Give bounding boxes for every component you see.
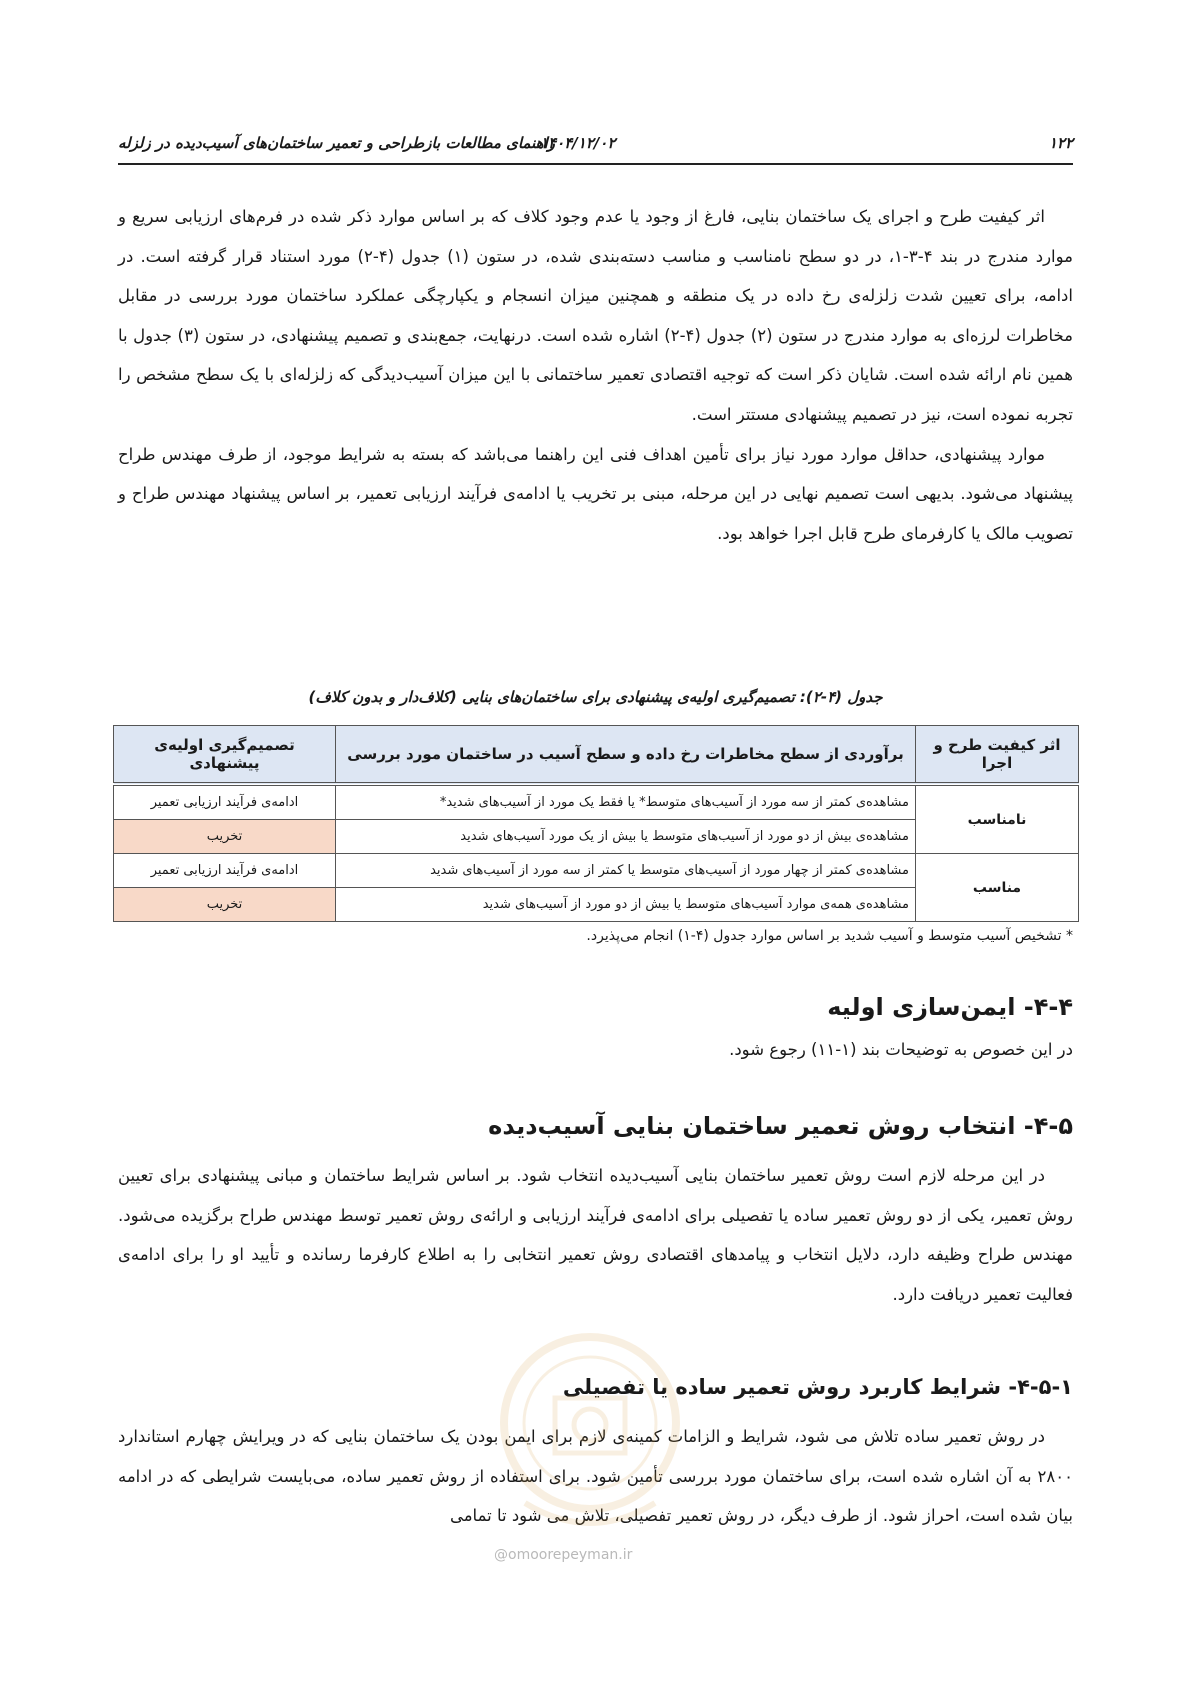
intro-paragraph-1: اثر کیفیت طرح و اجرای یک ساختمان بنایی، فارغ از وجود یا عدم وجود کلاف که بر اساس موارد ذکر شده در فرم‌های ارزیابی سریع و موارد مندرج در بند ۴-۳-۱، در دو سطح نامناسب و مناسب دسته‌بندی شده، در ستون (۱) جدول (۴-۲) مورد استناد قرار گرفته است. در ادامه، برای تعیین شدت زلزله‌ی رخ داده در یک منطقه و همچنین میزان انسجام و یکپارچگی عملکرد ساختمان مورد بررسی در مقابل مخاطرات لرزه‌ای به موارد مندرج در ستون (۲) جدول (۴-۲) اشاره شده است. درنهایت، جمع‌بندی و تصمیم پیشنهادی، در ستون (۳) جدول با همین نام ارائه شده است. شایان ذکر است که توجیه اقتصادی تعمیر ساختمانی با این میزان آسیب‌دیدگی که زلزله‌ای با یک سطح مشخص را تجربه نموده است، نیز در تصمیم پیشنهادی مستتر است.: [118, 207, 1074, 424]
header-date: ۱۴۰۴/۱۲/۰۲: [540, 134, 616, 152]
column-header-assessment: برآوردی از سطح مخاطرات رخ داده و سطح آسیب در ساختمان مورد بررسی: [336, 726, 916, 785]
column-header-quality: اثر کیفیت طرح و اجرا: [916, 726, 1079, 785]
section-4-5-1-paragraph: در روش تعمیر ساده تلاش می شود، شرایط و الزامات کمینه‌ی لازم برای ایمن بودن یک ساختمان بنایی که در ویرایش چهارم استاندارد ۲۸۰۰ به آن اشاره شده است، برای ساختمان مورد بررسی تأمین شود. برای استفاده از روش تعمیر ساده، می‌بایست شرایطی که در ادامه بیان شده است، احراز شود. از طرف دیگر، در روش تعمیر تفصیلی، تلاش می شود تا تمامی: [118, 1427, 1073, 1526]
observation-cell: مشاهده‌ی بیش از دو مورد از آسیب‌های متوسط یا بیش از یک مورد آسیب‌های شدید: [336, 820, 916, 854]
decision-cell: تخریب: [114, 888, 336, 922]
section-4-4-heading: ۴-۴- ایمن‌سازی اولیه: [827, 993, 1073, 1021]
decision-cell: ادامه‌ی فرآیند ارزیابی تعمیر: [114, 854, 336, 888]
section-4-5-heading: ۴-۵- انتخاب روش تعمیر ساختمان بنایی آسیب‌دیده: [488, 1112, 1073, 1140]
observation-cell: مشاهده‌ی کمتر از چهار مورد از آسیب‌های متوسط یا کمتر از سه مورد از آسیب‌های شدید: [336, 854, 916, 888]
header-divider: [118, 163, 1073, 165]
decision-cell: ادامه‌ی فرآیند ارزیابی تعمیر: [114, 784, 336, 820]
table-footnote: * تشخیص آسیب متوسط و آسیب شدید بر اساس موارد جدول (۴-۱) انجام می‌پذیرد.: [586, 928, 1073, 944]
section-4-5-1-body: [118, 1417, 1073, 1536]
page-number: ۱۲۲: [1048, 134, 1073, 152]
intro-section: [118, 197, 1073, 553]
watermark-url: @omoorepeyman.ir: [494, 1547, 633, 1563]
section-4-5-paragraph: در این مرحله لازم است روش تعمیر ساختمان بنایی آسیب‌دیده انتخاب شود. بر اساس شرایط ساختمان و مبانی پیشنهادی برای تعیین روش تعمیر، یکی از دو روش تعمیر ساده یا تفصیلی برای ادامه‌ی فرآیند ارزیابی و ارائه‌ی روش تعمیر توسط مهندس طراح برگزیده می‌شود. مهندس طراح وظیفه دارد، دلایل انتخاب و پیامدهای اقتصادی روش تعمیر انتخابی را به اطلاع کارفرما رسانده و تأیید او را برای ادامه‌ی فعالیت تعمیر دریافت دارد.: [118, 1166, 1073, 1304]
intro-paragraph-2: موارد پیشنهادی، حداقل موارد مورد نیاز برای تأمین اهداف فنی این راهنما می‌باشد که بسته به شرایط موجود، از طرف مهندس طراح پیشنهاد می‌شود. بدیهی است تصمیم نهایی در این مرحله، مبنی بر تخریب یا ادامه‌ی فرآیند ارزیابی تعمیر، بر اساس پیشنهاد مهندس طراح و تصویب مالک یا کارفرمای طرح قابل اجرا خواهد بود.: [118, 444, 1073, 543]
table-header-row: [114, 726, 1079, 785]
header-title: راهنمای مطالعات بازطراحی و تعمیر ساختمان‌های آسیب‌دیده در زلزله: [118, 134, 555, 152]
column-header-decision: تصمیم‌گیری اولیه‌ی پیشنهادی: [114, 726, 336, 785]
table-row: [114, 784, 1079, 820]
section-4-5-body: [118, 1156, 1073, 1314]
page-header: [118, 130, 1073, 164]
section-4-4-text: در این خصوص به توضیحات بند (۱-۱۱) رجوع شود.: [729, 1040, 1073, 1059]
decision-cell: تخریب: [114, 820, 336, 854]
observation-cell: مشاهده‌ی کمتر از سه مورد از آسیب‌های متوسط* یا فقط یک مورد از آسیب‌های شدید*: [336, 784, 916, 820]
table-caption: جدول (۴-۲): تصمیم‌گیری اولیه‌ی پیشنهادی برای ساختمان‌های بنایی (کلاف‌دار و بدون کلاف): [308, 688, 883, 706]
quality-cell: مناسب: [916, 854, 1079, 922]
decision-table: [113, 725, 1079, 922]
quality-cell: نامناسب: [916, 784, 1079, 854]
observation-cell: مشاهده‌ی همه‌ی موارد آسیب‌های متوسط یا بیش از دو مورد از آسیب‌های شدید: [336, 888, 916, 922]
section-4-5-1-heading: ۴-۵-۱- شرایط کاربرد روش تعمیر ساده یا تفصیلی: [562, 1375, 1073, 1399]
table-row: [114, 854, 1079, 888]
